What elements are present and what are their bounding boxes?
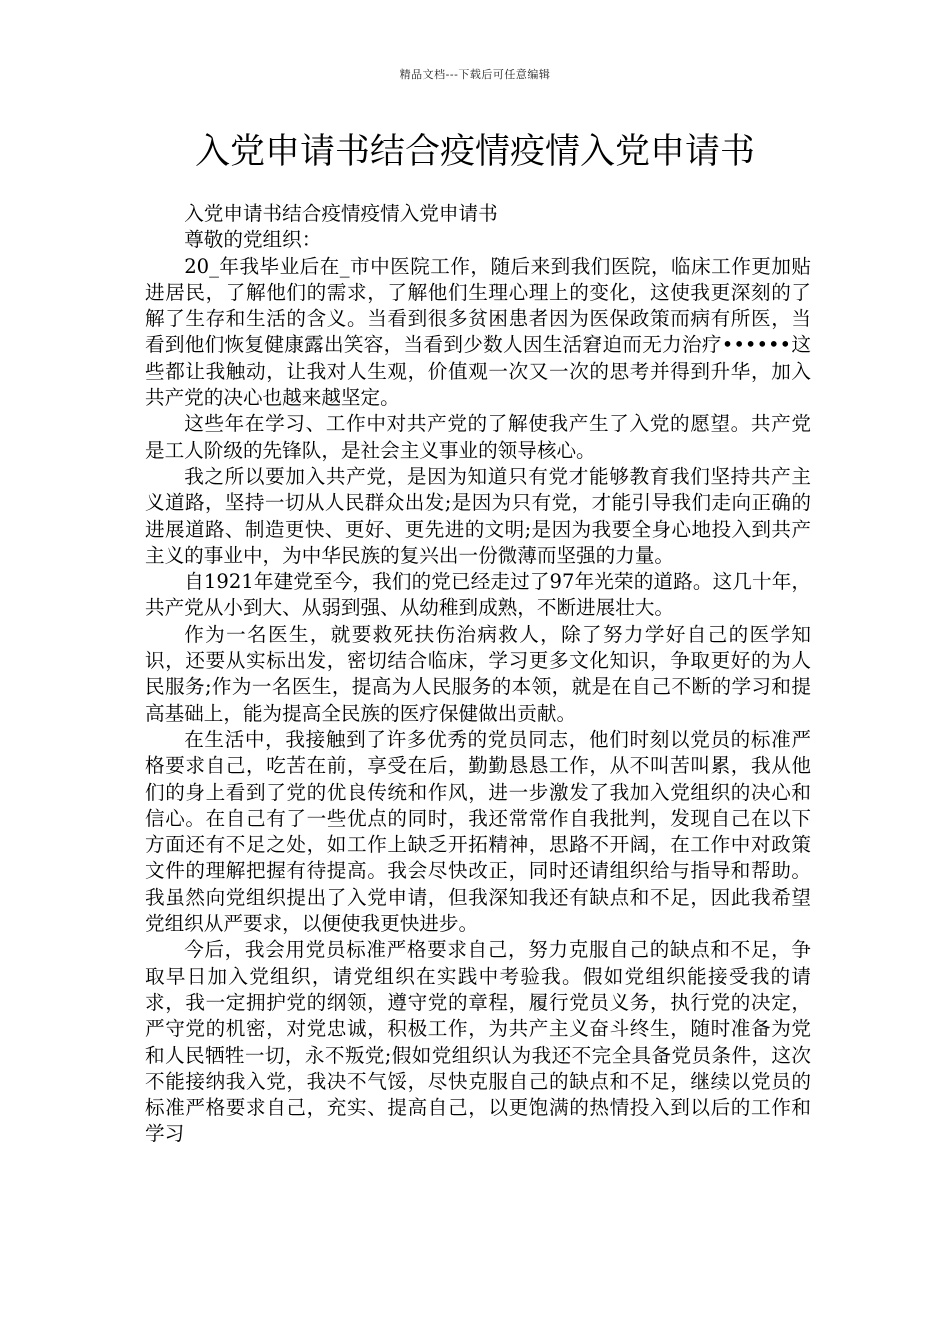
paragraph: 在生活中，我接触到了许多优秀的党员同志，他们时刻以党员的标准严格要求自己，吃苦在前，享受在后，勤勤恳恳工作，从不叫苦叫累，我从他们的身上看到了党的优良传统和作风，进一步激发了我加入党组织的决心和信心。在自己有了一些优点的同时，我还常常作自我批判，发现自己在以下方面还有不足之处，如工作上缺乏开拓精神，思路不开阔，在工作中对政策文件的理解把握有待提高。我会尽快改正，同时还请组织给与指导和帮助。我虽然向党组织提出了入党申请，但我深知我还有缺点和不足，因此我希望党组织从严要求，以便使我更快进步。 [145, 727, 811, 936]
page-header: 精品文档---下载后可任意编辑 [399, 68, 551, 81]
paragraph: 这些年在学习、工作中对共产党的了解使我产生了入党的愿望。共产党是工人阶级的先锋队，是社会主义事业的领导核心。 [145, 412, 811, 462]
paragraph: 作为一名医生，就要救死扶伤治病救人，除了努力学好自己的医学知识，还要从实标出发，密切结合临床，学习更多文化知识，争取更好的为人民服务;作为一名医生，提高为人民服务的本领，就是在自己不断的学习和提高基础上，能为提高全民族的医疗保健做出贡献。 [145, 622, 811, 725]
paragraph-salutation: 尊敬的党组织： [184, 228, 322, 252]
document-title: 入党申请书结合疫情疫情入党申请书 [194, 132, 755, 172]
paragraph-subtitle: 入党申请书结合疫情疫情入党申请书 [184, 202, 498, 225]
paragraph: 我之所以要加入共产党，是因为知道只有党才能够教育我们坚持共产主义道路，坚持一切从人民群众出发;是因为只有党，才能引导我们走向正确的进展道路、制造更快、更好、更先进的文明;是因为我要全身心地投入到共产主义的事业中，为中华民族的复兴出一份微薄而坚强的力量。 [145, 464, 811, 567]
paragraph: 20_年我毕业后在_市中医院工作，随后来到我们医院，临床工作更加贴进居民，了解他们的需求，了解他们生理心理上的变化，这使我更深刻的了解了生存和生活的含义。当看到很多贫困患者因为医保政策而病有所医，当看到他们恢复健康露出笑容，当看到少数人因生活窘迫而无力治疗••••••这些都让我触动，让我对人生观，价值观一次又一次的思考并得到升华，加入共产党的决心也越来越坚定。 [145, 254, 811, 410]
paragraph: 今后，我会用党员标准严格要求自己，努力克服自己的缺点和不足，争取早日加入党组织，请党组织在实践中考验我。假如党组织能接受我的请求，我一定拥护党的纲领，遵守党的章程，履行党员义务，执行党的决定，严守党的机密，对党忠诚，积极工作，为共产主义奋斗终生，随时准备为党和人民牺牲一切，永不叛党;假如党组织认为我还不完全具备党员条件，这次不能接纳我入党，我决不气馁，尽快克服自己的缺点和不足，继续以党员的标准严格要求自己，充实、提高自己，以更饱满的热情投入到以后的工作和学习 [145, 938, 811, 1146]
document-body [145, 201, 811, 1148]
paragraph: 自1921年建党至今，我们的党已经走过了97年光荣的道路。这几十年，共产党从小到大、从弱到强、从幼稚到成熟，不断进展壮大。 [145, 570, 811, 620]
